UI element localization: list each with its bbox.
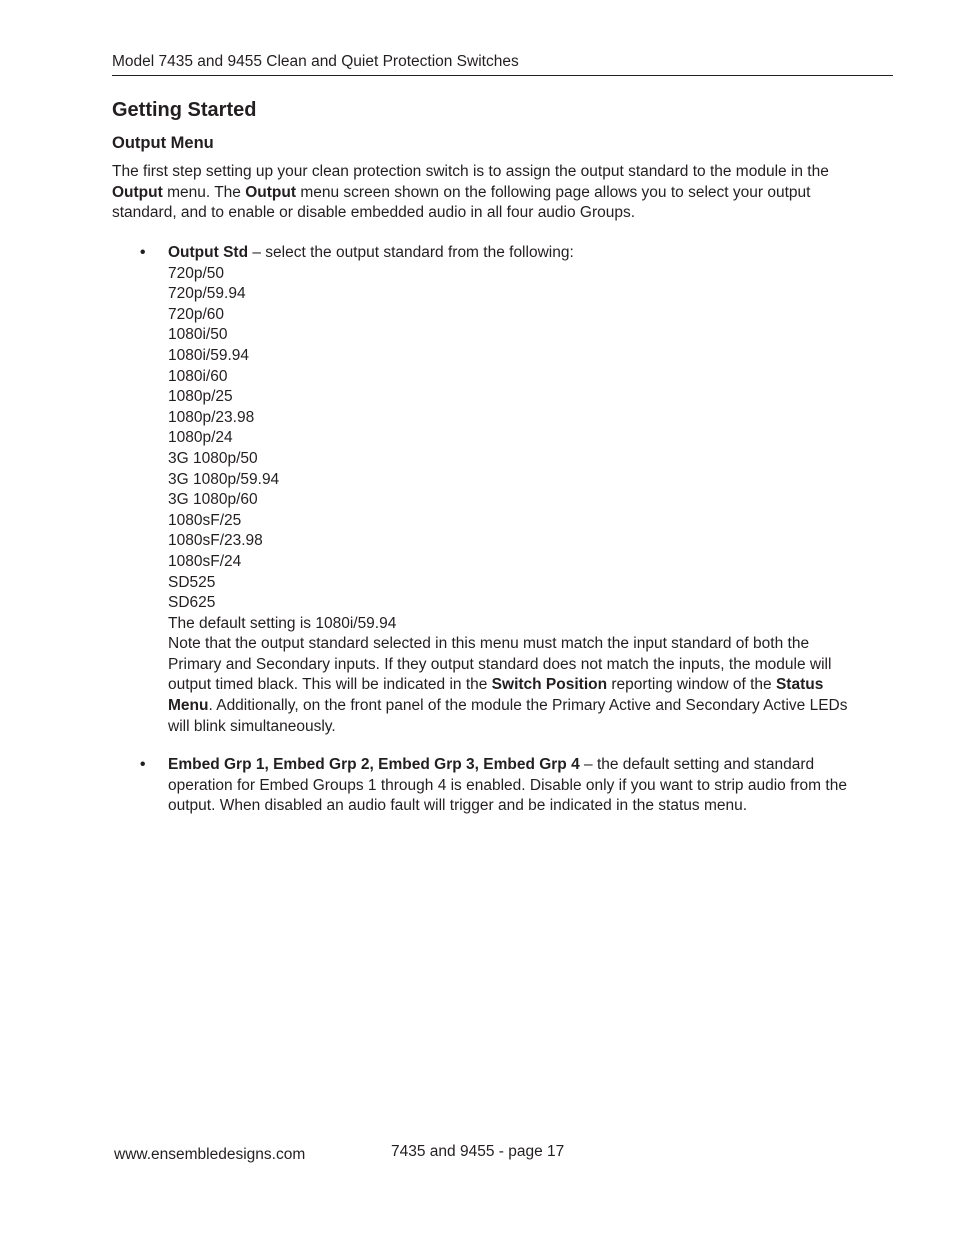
embed-grp-label: Embed Grp 1, Embed Grp 2, Embed Grp 3, Embed Grp 4: [168, 756, 580, 774]
embed-grp-item: [112, 755, 852, 817]
output-std-intro: [168, 243, 852, 264]
section-title: Getting Started: [112, 99, 257, 121]
output-standard-item: 720p/60: [168, 305, 225, 323]
intro-bold-output-1: Output: [112, 183, 163, 201]
output-standard-item: 1080p/23.98: [168, 408, 255, 426]
output-standard-item: SD525: [168, 573, 216, 591]
output-standard-item: 1080i/50: [168, 326, 228, 344]
intro-text-2: menu. The: [162, 183, 246, 201]
output-standard-item: 3G 1080p/50: [168, 449, 258, 467]
output-standard-item: 1080i/59.94: [168, 346, 250, 364]
intro-bold-output-2: Output: [245, 183, 297, 201]
output-std-item: [112, 243, 852, 737]
note-bold-status-menu: Status Menu: [168, 676, 824, 715]
header-divider: [112, 75, 893, 76]
page-header-title: Model 7435 and 9455 Clean and Quiet Protection Switches: [112, 53, 519, 70]
intro-text-1: The first step setting up your clean protection switch is to assign the output standard to the module in the: [112, 163, 829, 180]
note-text-3: . Additionally, on the front panel of the module the Primary Active and Secondary Active LEDs will blink simultaneously.: [168, 697, 848, 735]
note-text-1: Note that the output standard selected in this menu must match the input standard of both the Primary and Secondary inputs. If they output standard does not match the inputs, the module will output timed black. This will be indicated in the: [168, 635, 832, 694]
output-standard-item: 1080i/60: [168, 367, 228, 385]
footer-page-number: 7435 and 9455 - page 17: [391, 1143, 565, 1160]
output-standard-item: 1080sF/24: [168, 552, 242, 570]
output-standard-item: 720p/50: [168, 264, 225, 282]
output-std-text: – select the output standard from the following:: [248, 244, 574, 261]
intro-text-3: menu screen shown on the following page allows you to select your output standard, and to enable or disable embedded audio in all four audio Groups.: [112, 183, 811, 222]
note-text-2: reporting window of the: [607, 676, 776, 694]
subsection-title: Output Menu: [112, 134, 214, 152]
output-standard-item: 1080sF/25: [168, 511, 242, 529]
output-standard-list: [168, 264, 852, 614]
output-standard-item: 720p/59.94: [168, 285, 246, 303]
output-standard-item: 3G 1080p/59.94: [168, 470, 280, 488]
output-standard-item: 3G 1080p/60: [168, 491, 258, 509]
output-standard-item: SD625: [168, 594, 216, 612]
bullet-icon: •: [140, 756, 146, 774]
note-bold-switch-position: Switch Position: [491, 676, 608, 694]
output-standard-item: 1080p/25: [168, 388, 233, 406]
bullet-icon: •: [140, 244, 146, 261]
intro-paragraph: [112, 162, 852, 224]
output-std-label: Output Std: [168, 244, 249, 261]
footer-website-link[interactable]: www.ensembledesigns.com: [114, 1146, 306, 1163]
embed-grp-text-block: [168, 755, 852, 817]
settings-list: [112, 243, 852, 817]
default-setting-text: The default setting is 1080i/59.94: [168, 614, 397, 632]
output-standard-item: 1080p/24: [168, 429, 233, 447]
embed-grp-text: – the default setting and standard operation for Embed Groups 1 through 4 is enabled. Disable only if you want to strip audio from the output. When disabled an audio fault will trigger and be indicated in the status menu.: [168, 756, 847, 815]
output-standard-item: 1080sF/23.98: [168, 532, 263, 550]
output-std-note: [168, 634, 852, 737]
